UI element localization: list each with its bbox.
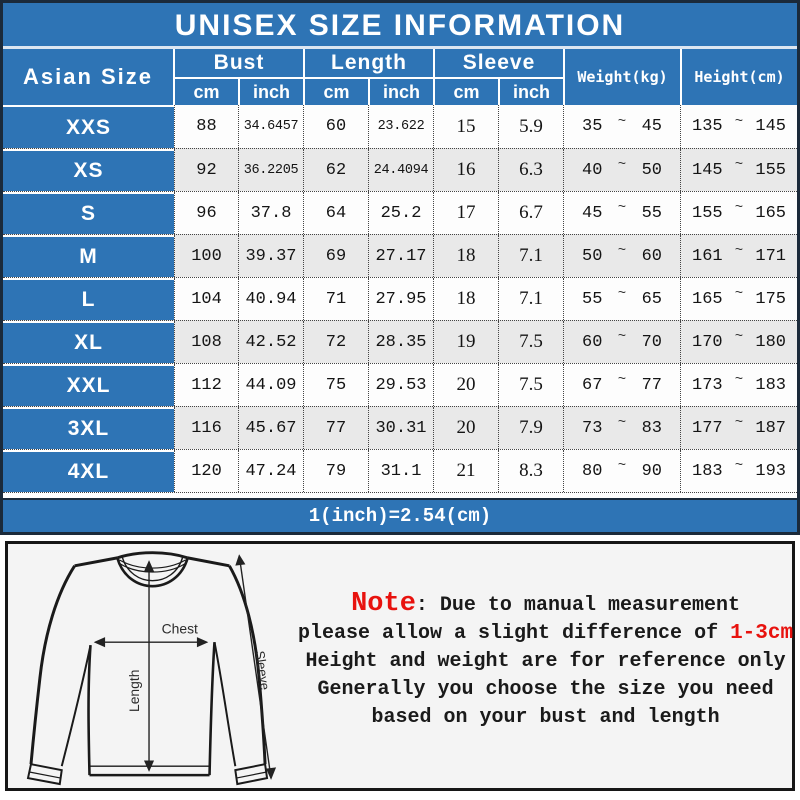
col-header-weight: Weight(kg) bbox=[565, 49, 680, 105]
sleeve-cm-value: 17 bbox=[433, 192, 498, 234]
bust-cm-value: 116 bbox=[174, 407, 238, 449]
height-range bbox=[680, 407, 797, 449]
tilde-separator: ~ bbox=[734, 113, 744, 130]
chest-arrow bbox=[95, 638, 206, 646]
unit-header-bust-cm: cm bbox=[175, 79, 238, 105]
weight-max: 45 bbox=[641, 117, 662, 136]
height-range bbox=[680, 192, 797, 234]
unit-header-bust-inch: inch bbox=[240, 79, 303, 105]
right-cuff bbox=[235, 764, 267, 784]
length-cm-value: 75 bbox=[303, 364, 368, 406]
weight-max: 50 bbox=[641, 160, 662, 180]
tilde-separator: ~ bbox=[734, 329, 744, 345]
height-max: 171 bbox=[755, 246, 786, 266]
height-min: 165 bbox=[692, 289, 723, 309]
table-row bbox=[3, 148, 797, 191]
tilde-separator: ~ bbox=[617, 415, 627, 431]
table-row bbox=[3, 191, 797, 234]
col-header-length: Length bbox=[305, 49, 433, 77]
height-max: 180 bbox=[755, 332, 786, 352]
length-inch-value: 25.2 bbox=[368, 192, 433, 234]
height-max: 165 bbox=[755, 203, 786, 223]
size-label: XXL bbox=[3, 364, 174, 406]
note-line-1 bbox=[298, 590, 793, 620]
table-row bbox=[3, 449, 797, 492]
col-header-sleeve: Sleeve bbox=[435, 49, 563, 77]
tilde-separator: ~ bbox=[617, 243, 627, 259]
left-cuff-stitch bbox=[30, 772, 61, 778]
col-header-bust: Bust bbox=[175, 49, 303, 77]
length-arrow bbox=[145, 562, 153, 770]
height-min: 161 bbox=[692, 246, 723, 266]
tilde-separator: ~ bbox=[734, 458, 744, 474]
tilde-separator: ~ bbox=[617, 157, 627, 173]
height-range bbox=[680, 105, 797, 148]
table-row bbox=[3, 406, 797, 449]
sleeve-cm-value: 19 bbox=[433, 321, 498, 363]
table-row bbox=[3, 363, 797, 406]
body-left-edge bbox=[89, 645, 91, 775]
sleeve-cm-value: 18 bbox=[433, 278, 498, 320]
tilde-separator: ~ bbox=[617, 329, 627, 345]
sleeve-label: Sleeve bbox=[252, 649, 273, 691]
height-max: 193 bbox=[755, 461, 786, 481]
weight-max: 55 bbox=[641, 203, 662, 223]
bust-cm-value: 104 bbox=[174, 278, 238, 320]
bust-cm-value: 108 bbox=[174, 321, 238, 363]
length-inch-value: 24.4094 bbox=[368, 149, 433, 191]
weight-range bbox=[563, 192, 680, 234]
bust-cm-value: 100 bbox=[174, 235, 238, 277]
sleeve-inch-value: 8.3 bbox=[498, 450, 563, 492]
sleeve-inch-value: 7.1 bbox=[498, 278, 563, 320]
table-row bbox=[3, 105, 797, 148]
unit-header-length-cm: cm bbox=[305, 79, 368, 105]
length-inch-value: 28.35 bbox=[368, 321, 433, 363]
note-line-2-text: please allow a slight difference of bbox=[298, 622, 731, 645]
bust-cm-value: 120 bbox=[174, 450, 238, 492]
shirt-diagram bbox=[8, 544, 298, 788]
size-label: 4XL bbox=[3, 450, 174, 492]
note-text bbox=[298, 544, 793, 788]
weight-max: 77 bbox=[641, 375, 662, 395]
tilde-separator: ~ bbox=[617, 200, 627, 216]
length-inch-value: 27.17 bbox=[368, 235, 433, 277]
weight-min: 55 bbox=[582, 289, 603, 309]
bust-inch-value: 39.37 bbox=[238, 235, 303, 277]
shirt-illustration bbox=[8, 544, 296, 788]
length-cm-value: 77 bbox=[303, 407, 368, 449]
bust-cm-value: 88 bbox=[174, 105, 238, 148]
size-label: XS bbox=[3, 149, 174, 191]
page-title: UNISEX SIZE INFORMATION bbox=[3, 3, 797, 49]
weight-max: 83 bbox=[641, 418, 662, 438]
length-cm-value: 79 bbox=[303, 450, 368, 492]
height-range bbox=[680, 235, 797, 277]
length-cm-value: 60 bbox=[303, 105, 368, 148]
left-cuff bbox=[28, 764, 62, 784]
height-max: 155 bbox=[755, 160, 786, 180]
note-line-1-text: Due to manual measurement bbox=[439, 594, 740, 617]
bust-cm-value: 112 bbox=[174, 364, 238, 406]
left-sleeve-inner bbox=[62, 645, 91, 766]
sleeve-inch-value: 7.1 bbox=[498, 235, 563, 277]
sleeve-inch-value: 7.9 bbox=[498, 407, 563, 449]
weight-range bbox=[563, 321, 680, 363]
height-min: 145 bbox=[692, 160, 723, 180]
right-shoulder-line bbox=[188, 558, 230, 566]
sleeve-cm-value: 15 bbox=[433, 105, 498, 148]
bust-inch-value: 47.24 bbox=[238, 450, 303, 492]
bust-inch-value: 34.6457 bbox=[238, 105, 303, 148]
height-max: 187 bbox=[755, 418, 786, 438]
length-cm-value: 62 bbox=[303, 149, 368, 191]
height-min: 177 bbox=[692, 418, 723, 438]
chest-label: Chest bbox=[161, 620, 198, 637]
length-cm-value: 69 bbox=[303, 235, 368, 277]
weight-min: 35 bbox=[582, 117, 603, 136]
size-label: 3XL bbox=[3, 407, 174, 449]
weight-range bbox=[563, 450, 680, 492]
bust-cm-value: 92 bbox=[174, 149, 238, 191]
weight-max: 60 bbox=[641, 246, 662, 266]
weight-max: 65 bbox=[641, 289, 662, 309]
size-label: XL bbox=[3, 321, 174, 363]
sleeve-cm-value: 20 bbox=[433, 364, 498, 406]
measurement-panel bbox=[5, 541, 795, 791]
sleeve-cm-value: 16 bbox=[433, 149, 498, 191]
weight-min: 80 bbox=[582, 461, 603, 481]
tilde-separator: ~ bbox=[734, 157, 744, 173]
bust-inch-value: 44.09 bbox=[238, 364, 303, 406]
table-row bbox=[3, 277, 797, 320]
weight-min: 73 bbox=[582, 418, 603, 438]
tilde-separator: ~ bbox=[734, 415, 744, 431]
length-inch-value: 27.95 bbox=[368, 278, 433, 320]
note-line-3: Height and weight are for reference only bbox=[305, 650, 786, 673]
tilde-separator: ~ bbox=[617, 286, 627, 302]
size-label: L bbox=[3, 278, 174, 320]
sleeve-cm-value: 20 bbox=[433, 407, 498, 449]
height-min: 183 bbox=[692, 461, 723, 481]
tilde-separator: ~ bbox=[617, 113, 627, 130]
col-header-asian-size: Asian Size bbox=[3, 49, 173, 105]
length-inch-value: 23.622 bbox=[368, 105, 433, 148]
weight-min: 45 bbox=[582, 203, 603, 223]
unit-header-length-inch: inch bbox=[370, 79, 433, 105]
height-max: 175 bbox=[755, 289, 786, 309]
tilde-separator: ~ bbox=[617, 372, 627, 388]
height-min: 135 bbox=[692, 117, 723, 136]
length-inch-value: 29.53 bbox=[368, 364, 433, 406]
tilde-separator: ~ bbox=[734, 243, 744, 259]
weight-range bbox=[563, 407, 680, 449]
note-highlight-1-3cm: 1-3cm bbox=[730, 622, 794, 645]
weight-range bbox=[563, 364, 680, 406]
table-header bbox=[3, 49, 797, 105]
bust-inch-value: 42.52 bbox=[238, 321, 303, 363]
weight-range bbox=[563, 149, 680, 191]
sleeve-inch-value: 6.3 bbox=[498, 149, 563, 191]
right-cuff-stitch bbox=[236, 772, 266, 778]
height-range bbox=[680, 321, 797, 363]
weight-max: 90 bbox=[641, 461, 662, 481]
table-row bbox=[3, 320, 797, 363]
weight-max: 70 bbox=[641, 332, 662, 352]
note-line-4: Generally you choose the size you need bbox=[317, 678, 774, 701]
collar-stitch-1 bbox=[119, 560, 185, 568]
conversion-note: 1(inch)=2.54(cm) bbox=[3, 498, 797, 532]
left-sleeve-outer bbox=[31, 566, 75, 764]
height-range bbox=[680, 450, 797, 492]
note-colon: : bbox=[415, 594, 440, 617]
height-min: 155 bbox=[692, 203, 723, 223]
collar-top-line bbox=[117, 553, 187, 558]
tilde-separator: ~ bbox=[734, 372, 744, 388]
weight-min: 50 bbox=[582, 246, 603, 266]
body-right-edge bbox=[210, 642, 215, 775]
size-label: S bbox=[3, 192, 174, 234]
unit-header-sleeve-inch: inch bbox=[500, 79, 563, 105]
note-heading: Note bbox=[351, 589, 416, 619]
bust-inch-value: 36.2205 bbox=[238, 149, 303, 191]
length-cm-value: 71 bbox=[303, 278, 368, 320]
note-line-2 bbox=[298, 620, 793, 648]
tilde-separator: ~ bbox=[617, 458, 627, 474]
bust-inch-value: 45.67 bbox=[238, 407, 303, 449]
height-min: 173 bbox=[692, 375, 723, 395]
height-min: 170 bbox=[692, 332, 723, 352]
weight-min: 67 bbox=[582, 375, 603, 395]
length-inch-value: 31.1 bbox=[368, 450, 433, 492]
height-range bbox=[680, 278, 797, 320]
sleeve-inch-value: 6.7 bbox=[498, 192, 563, 234]
height-max: 183 bbox=[755, 375, 786, 395]
note-line-5: based on your bust and length bbox=[371, 706, 720, 729]
right-sleeve-inner bbox=[214, 642, 235, 766]
height-range bbox=[680, 364, 797, 406]
weight-min: 60 bbox=[582, 332, 603, 352]
table-body bbox=[3, 105, 797, 493]
length-cm-value: 64 bbox=[303, 192, 368, 234]
length-inch-value: 30.31 bbox=[368, 407, 433, 449]
length-cm-value: 72 bbox=[303, 321, 368, 363]
table-row bbox=[3, 234, 797, 277]
size-label: M bbox=[3, 235, 174, 277]
bust-cm-value: 96 bbox=[174, 192, 238, 234]
tilde-separator: ~ bbox=[734, 200, 744, 216]
tilde-separator: ~ bbox=[734, 286, 744, 302]
height-max: 145 bbox=[755, 117, 786, 136]
left-shoulder-line bbox=[75, 558, 118, 566]
bust-inch-value: 37.8 bbox=[238, 192, 303, 234]
sleeve-inch-value: 7.5 bbox=[498, 321, 563, 363]
weight-min: 40 bbox=[582, 160, 603, 180]
height-range bbox=[680, 149, 797, 191]
unit-header-sleeve-cm: cm bbox=[435, 79, 498, 105]
sleeve-inch-value: 7.5 bbox=[498, 364, 563, 406]
col-header-height: Height(cm) bbox=[682, 49, 797, 105]
length-label: Length bbox=[126, 669, 143, 713]
weight-range bbox=[563, 105, 680, 148]
sleeve-inch-value: 5.9 bbox=[498, 105, 563, 148]
sleeve-cm-value: 21 bbox=[433, 450, 498, 492]
size-label: XXS bbox=[3, 105, 174, 148]
weight-range bbox=[563, 278, 680, 320]
sleeve-cm-value: 18 bbox=[433, 235, 498, 277]
weight-range bbox=[563, 235, 680, 277]
bust-inch-value: 40.94 bbox=[238, 278, 303, 320]
